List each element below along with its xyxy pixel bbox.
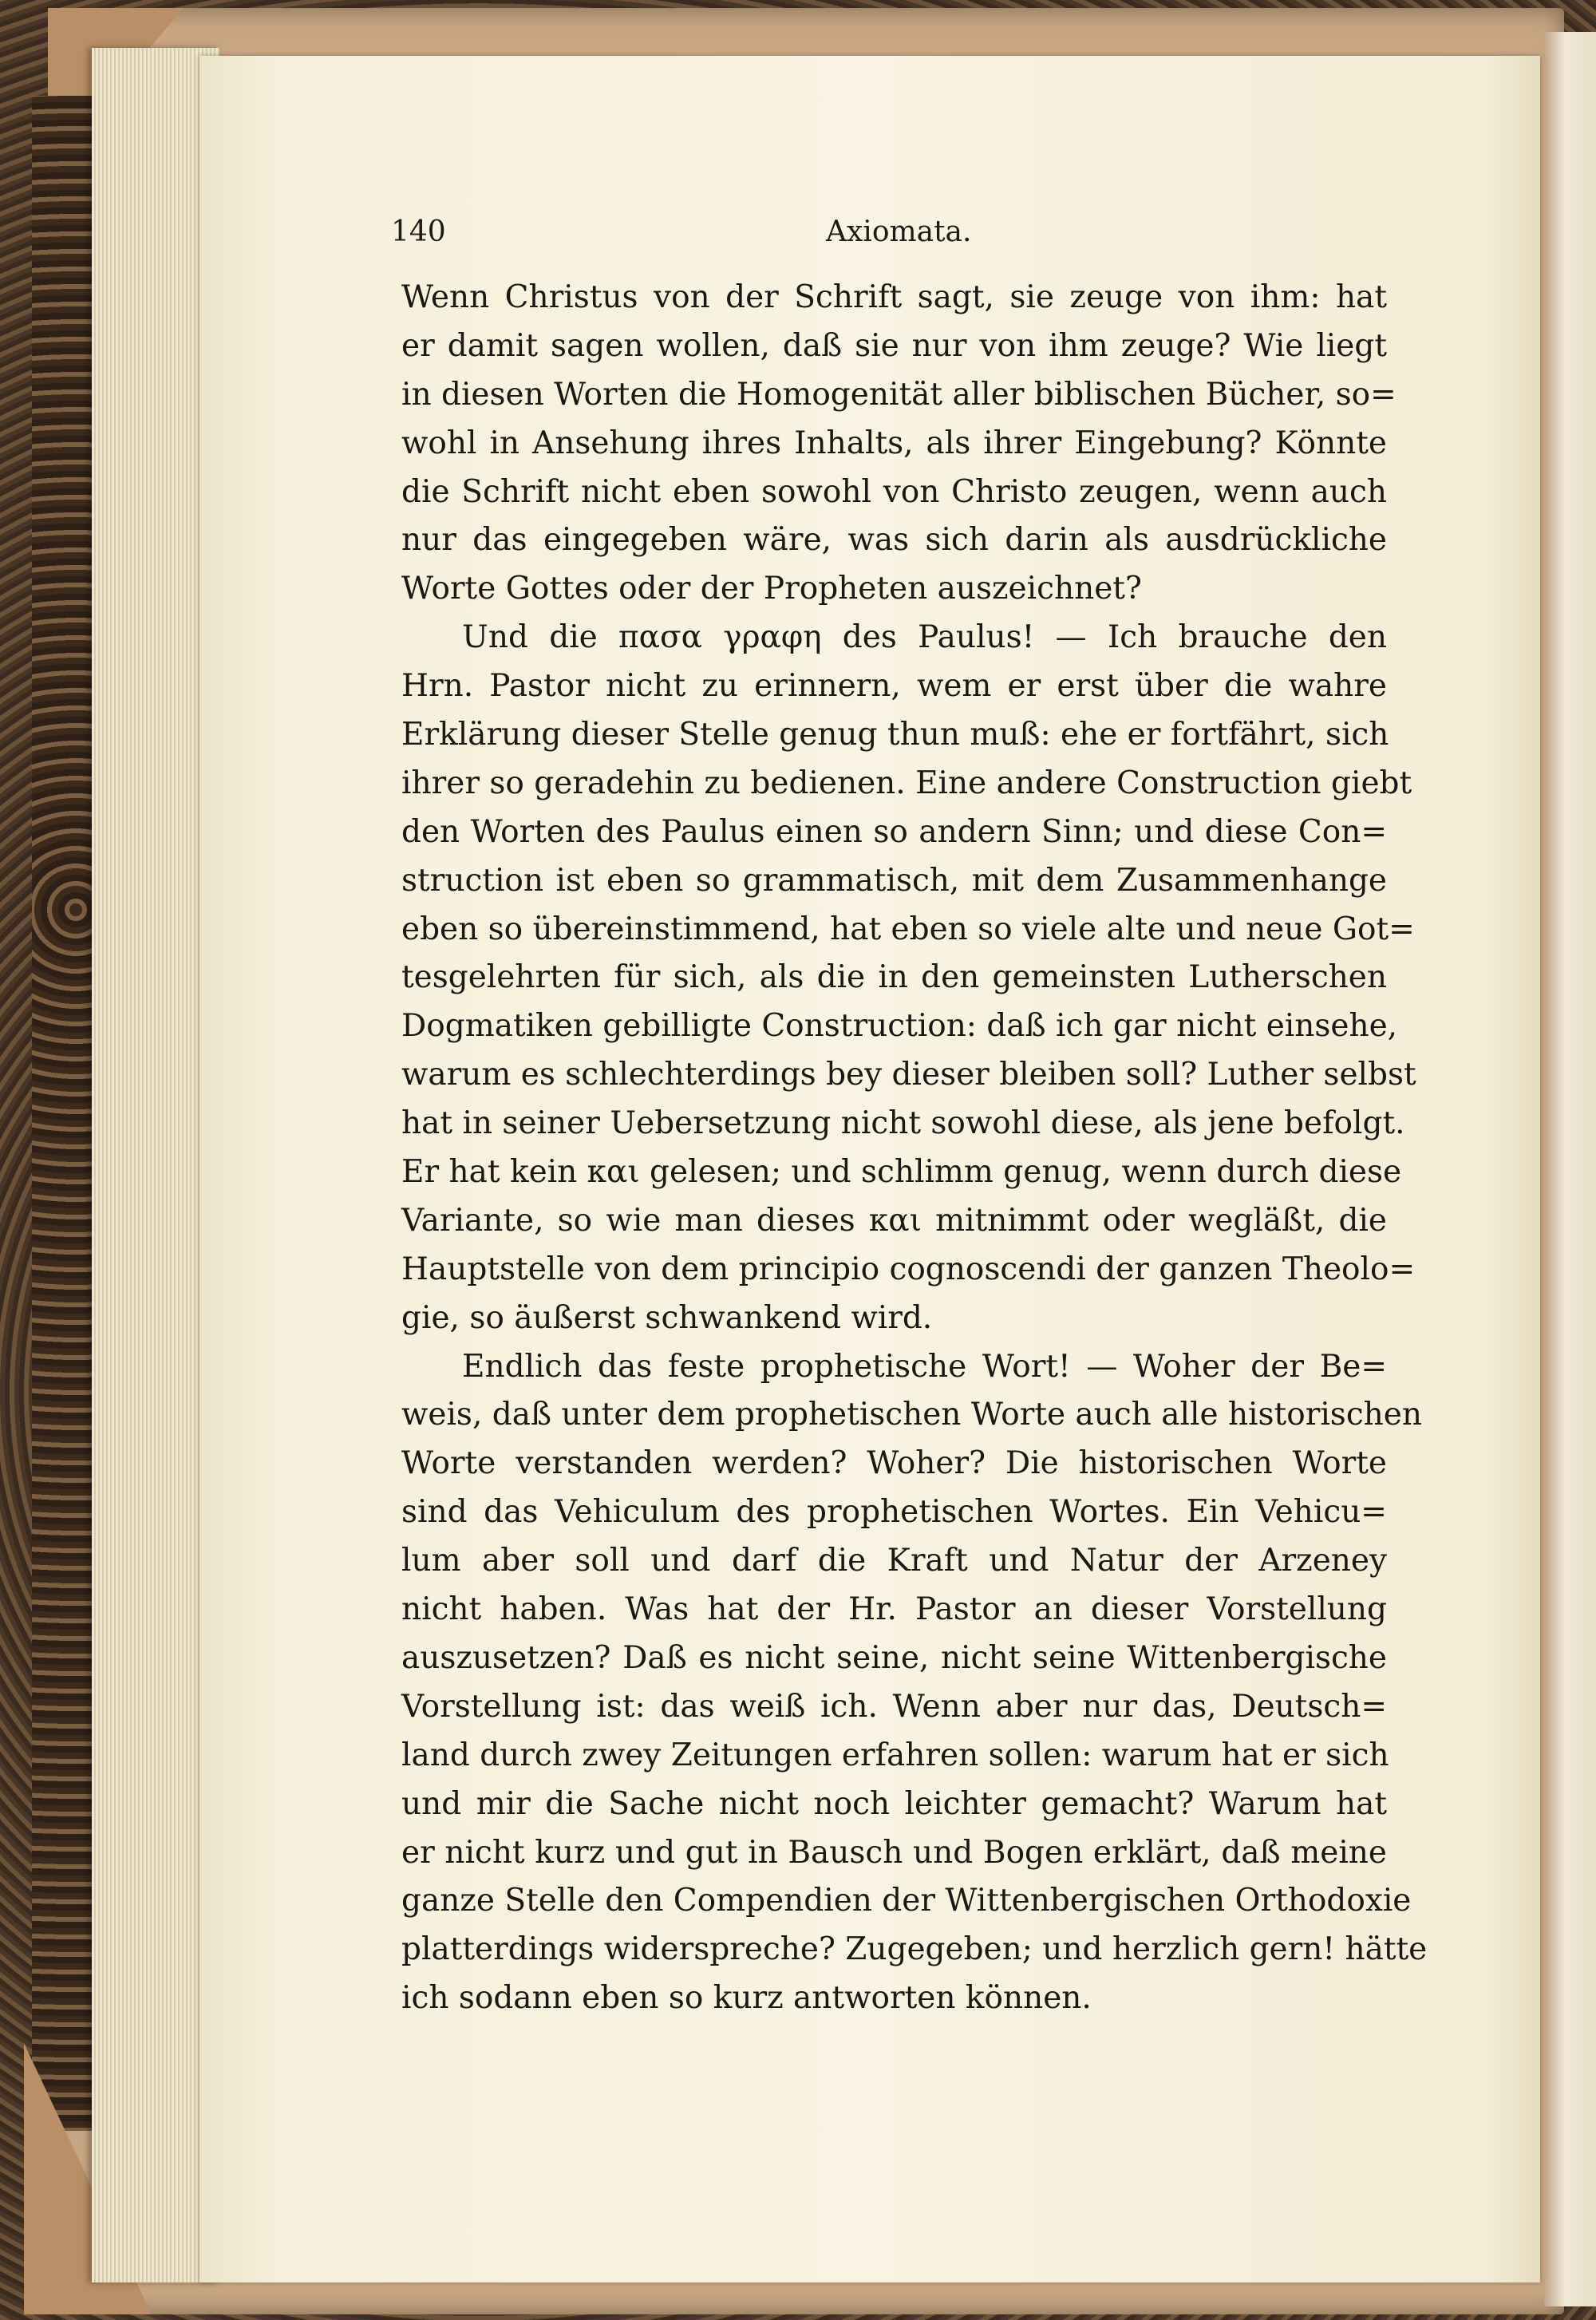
running-head [391,215,1389,255]
text-line: die Schrift nicht eben sowohl von Christo zeugen, wenn auch [401,473,1387,510]
body-text [401,274,1428,2023]
text-line: Er hat kein και gelesen; und schlimm genug, wenn durch diese [401,1154,1402,1191]
text-line: Vorstellung ist: das weiß ich. Wenn aber nur das, Deutsch= [401,1688,1387,1725]
text-line: hat in seiner Uebersetzung nicht sowohl diese, als jene befolgt. [401,1105,1405,1142]
text-line: Worte verstanden werden? Woher? Die historischen Worte [401,1445,1387,1482]
text-line: Erklärung dieser Stelle genug thun muß: ehe er fortfährt, sich [401,717,1389,753]
page-number: 140 [391,215,446,248]
text-line: auszusetzen? Daß es nicht seine, nicht seine Wittenbergische [401,1639,1387,1676]
text-line: land durch zwey Zeitungen erfahren sollen: warum hat er sich [401,1737,1389,1773]
text-line: Und die πασα γραφη des Paulus! — Ich brauche den [462,619,1387,656]
text-line: und mir die Sache nicht noch leichter gemacht? Warum hat [401,1785,1387,1822]
next-page-edge [1544,32,1596,2306]
text-line: eben so übereinstimmend, hat eben so viele alte und neue Got= [401,911,1415,947]
text-line: den Worten des Paulus einen so andern Sinn; und diese Con= [401,813,1387,850]
text-line: Worte Gottes oder der Propheten auszeichnet? [401,571,1142,607]
text-line: weis, daß unter dem prophetischen Worte auch alle historischen [401,1397,1422,1433]
text-line: Variante, so wie man dieses και mitnimmt oder wegläßt, die [401,1202,1387,1239]
text-line: er damit sagen wollen, daß sie nur von ihm zeuge? Wie liegt [401,327,1387,364]
page-title: Axiomata. [826,215,972,248]
text-line: wohl in Ansehung ihres Inhalts, als ihrer Eingebung? Könnte [401,425,1387,461]
text-line: platterdings widerspreche? Zugegeben; und herzlich gern! hätte [401,1931,1428,1968]
text-line: Hauptstelle von dem principio cognoscendi der ganzen Theolo= [401,1251,1416,1287]
text-line: Wenn Christus von der Schrift sagt, sie zeuge von ihm: hat [401,279,1387,315]
text-line: nicht haben. Was hat der Hr. Pastor an dieser Vorstellung [401,1591,1387,1628]
text-line: er nicht kurz und gut in Bausch und Bogen erklärt, daß meine [401,1834,1387,1871]
text-line: Hrn. Pastor nicht zu erinnern, wem er erst über die wahre [401,668,1387,705]
text-line: Endlich das feste prophetische Wort! — Woher der Be= [462,1348,1387,1385]
text-line: gie, so äußerst schwankend wird. [401,1299,933,1336]
text-line: Dogmatiken gebilligte Construction: daß ich gar nicht einsehe, [401,1008,1398,1045]
text-line: tesgelehrten für sich, als die in den gemeinsten Lutherschen [401,959,1387,996]
text-line: warum es schlechterdings bey dieser bleiben soll? Luther selbst [401,1057,1416,1093]
text-line: ihrer so geradehin zu bedienen. Eine andere Construction giebt [401,765,1412,801]
text-line: ganze Stelle den Compendien der Wittenbergischen Orthodoxie [401,1883,1412,1919]
text-line: lum aber soll und darf die Kraft und Natur der Arzeney [401,1543,1387,1579]
text-line: ich sodann eben so kurz antworten können. [401,1980,1092,2017]
text-line: struction ist eben so grammatisch, mit dem Zusammenhange [401,862,1387,899]
text-line: sind das Vehiculum des prophetischen Wortes. Ein Vehicu= [401,1494,1387,1531]
text-line: in diesen Worten die Homogenität aller biblischen Bücher, so= [401,376,1396,413]
text-line: nur das eingegeben wäre, was sich darin als ausdrückliche [401,522,1387,559]
